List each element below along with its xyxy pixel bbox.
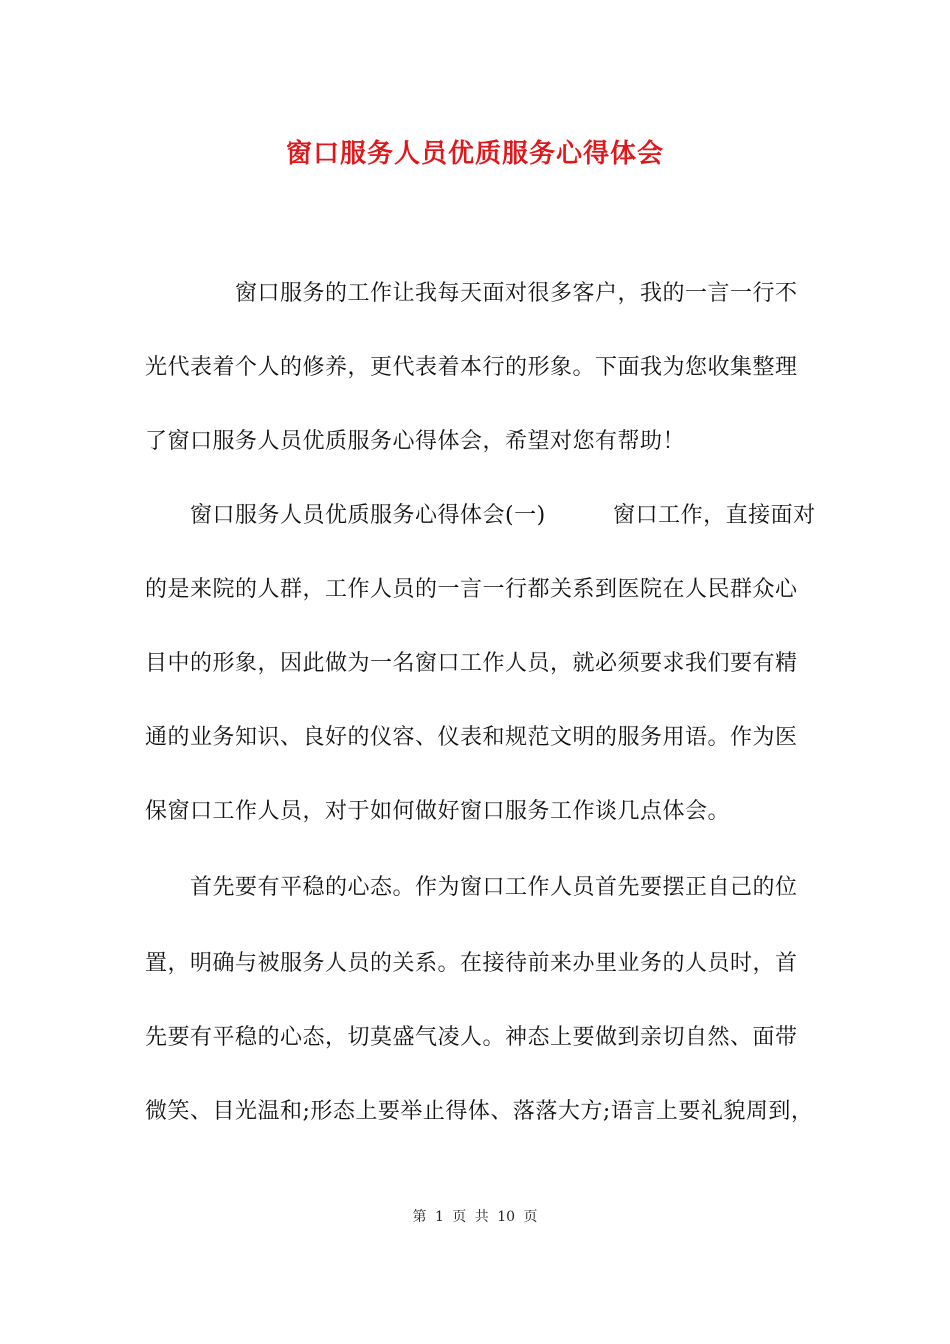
body-line: 置，明确与被服务人员的关系。在接待前来办里业务的人员时，首 <box>145 951 798 976</box>
body-line: 微笑、目光温和;形态上要举止得体、落落大方;语言上要礼貌周到， <box>145 1099 814 1124</box>
document-title: 窗口服务人员优质服务心得体会 <box>285 139 664 169</box>
body-line: 了窗口服务人员优质服务心得体会，希望对您有帮助！ <box>145 429 686 454</box>
body-line: 窗口服务人员优质服务心得体会(一) 窗口工作，直接面对 <box>145 503 816 528</box>
body-line: 光代表着个人的修养，更代表着本行的形象。下面我为您收集整理 <box>145 355 798 380</box>
body-line: 通的业务知识、良好的仪容、仪表和规范文明的服务用语。作为医 <box>145 725 798 750</box>
body-line: 先要有平稳的心态，切莫盛气凌人。神态上要做到亲切自然、面带 <box>145 1025 798 1050</box>
page-number-footer: 第 1 页 共 10 页 <box>412 1209 538 1225</box>
body-line: 保窗口工作人员，对于如何做好窗口服务工作谈几点体会。 <box>145 799 731 824</box>
body-line: 首先要有平稳的心态。作为窗口工作人员首先要摆正自己的位 <box>145 875 798 900</box>
body-line: 的是来院的人群，工作人员的一言一行都关系到医院在人民群众心 <box>145 577 798 602</box>
body-line: 窗口服务的工作让我每天面对很多客户，我的一言一行不 <box>145 281 798 306</box>
body-line: 目中的形象，因此做为一名窗口工作人员，就必须要求我们要有精 <box>145 651 798 676</box>
